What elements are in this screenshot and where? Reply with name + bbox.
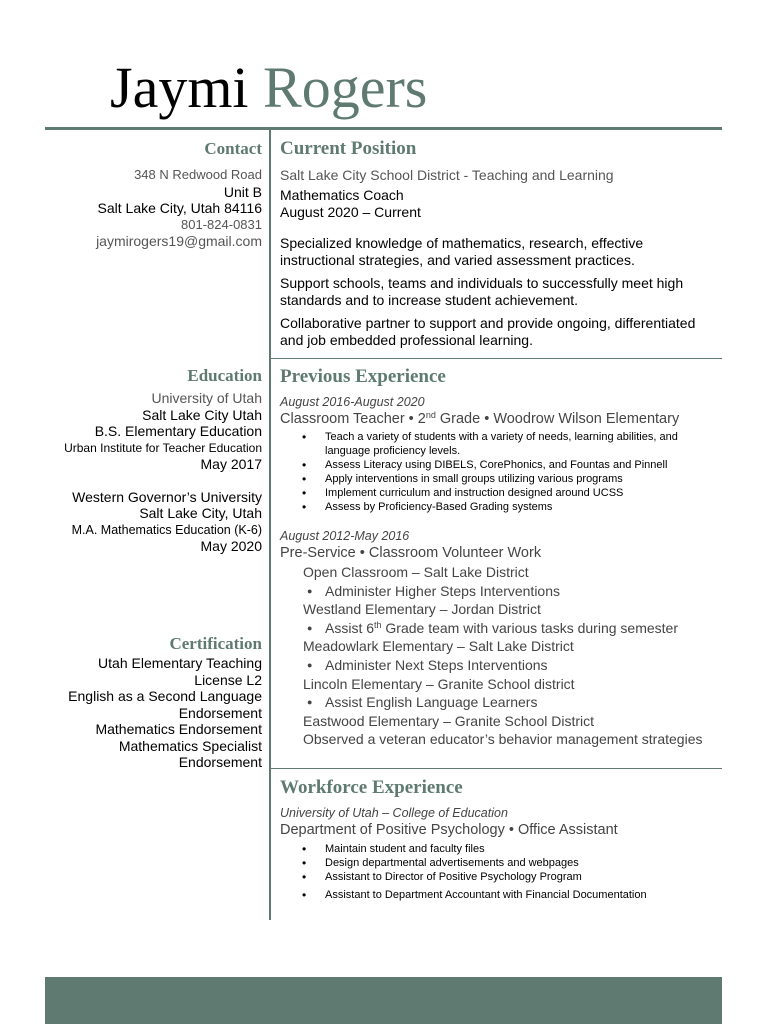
current-paragraph: Support schools, teams and individuals to successfully meet high standards and to increase student achievement. xyxy=(280,275,684,308)
placement-bullet: ● Administer Higher Steps Interventions xyxy=(280,582,720,601)
last-name: Rogers xyxy=(263,55,428,120)
column-divider xyxy=(269,130,271,920)
contact-email: jaymirogers19@gmail.com xyxy=(96,233,262,249)
list-item: • Assistant to Director of Positive Psychology Program xyxy=(280,870,720,884)
current-org: Salt Lake City School District - Teaching and Learning xyxy=(280,167,614,183)
edu-program-1: Urban Institute for Teacher Education xyxy=(64,440,262,455)
edu-school-1: University of Utah xyxy=(151,390,262,406)
current-position-section xyxy=(280,167,720,349)
workforce-experience-title: Workforce Experience xyxy=(280,777,463,798)
placement-bullet: ● Assist 6th Grade team with various tasks during semester xyxy=(280,619,720,638)
edu-school-2: Western Governor’s University xyxy=(72,488,262,505)
contact-address: 348 N Redwood Road xyxy=(134,167,262,182)
placement: Meadowlark Elementary – Salt Lake District xyxy=(303,638,574,655)
contact-city: Salt Lake City, Utah 84116 xyxy=(97,200,262,216)
section-rule xyxy=(271,768,722,769)
first-name: Jaymi xyxy=(110,55,249,120)
cert-line-3: English as a Second Language xyxy=(68,688,262,704)
contact-unit: Unit B xyxy=(223,183,262,200)
current-paragraph: Specialized knowledge of mathematics, research, effective instructional strategies, and varied assessment practices. xyxy=(280,235,644,268)
job1-title: Classroom Teacher • 2nd Grade • Woodrow Wilson Elementary xyxy=(280,410,680,427)
placement: Eastwood Elementary – Granite School District xyxy=(303,712,595,729)
certification-section xyxy=(45,633,262,771)
edu-date-1: May 2017 xyxy=(200,456,262,472)
placement: Lincoln Elementary – Granite School district xyxy=(303,675,575,692)
cert-line-2: License L2 xyxy=(194,671,262,688)
workforce-experience-section xyxy=(280,805,720,902)
placement-note: Observed a veteran educator’s behavior management strategies xyxy=(303,731,703,748)
edu-degree-1: B.S. Elementary Education xyxy=(94,423,262,439)
previous-experience-title: Previous Experience xyxy=(280,366,446,387)
edu-date-2: May 2020 xyxy=(200,538,262,554)
cert-line-5: Mathematics Endorsement xyxy=(95,721,262,737)
list-item: • Apply interventions in small groups utilizing various programs xyxy=(280,472,720,486)
current-dates: August 2020 – Current xyxy=(280,204,421,220)
contact-title: Contact xyxy=(204,139,262,158)
job2-title: Pre-Service • Classroom Volunteer Work xyxy=(280,545,542,561)
current-role: Mathematics Coach xyxy=(280,187,404,203)
list-item: • Maintain student and faculty files xyxy=(280,842,720,856)
job2-dates: August 2012-May 2016 xyxy=(280,529,410,543)
list-item: • Assess Literacy using DIBELS, CorePhonics, and Fountas and Pinnell xyxy=(280,458,720,472)
list-item: • Design departmental advertisements and webpages xyxy=(280,856,720,870)
header-rule xyxy=(45,127,722,130)
placement-bullet: ● Administer Next Steps Interventions xyxy=(280,656,720,675)
placement: Westland Elementary – Jordan District xyxy=(303,601,541,618)
job1-dates: August 2016-August 2020 xyxy=(280,395,425,409)
list-item: • Teach a variety of students with a variety of needs, learning abilities, and language proficiency levels. xyxy=(280,430,720,458)
list-item: • Assistant to Department Accountant with Financial Documentation xyxy=(280,888,720,902)
footer-bar xyxy=(45,977,722,1024)
cert-line-4: Endorsement xyxy=(178,704,262,721)
job1-bullets xyxy=(280,430,720,514)
workforce-role: Department of Positive Psychology • Office Assistant xyxy=(280,822,618,838)
current-paragraph: Collaborative partner to support and provide ongoing, differentiated and job embedded professional learning. xyxy=(280,315,696,348)
edu-location-2: Salt Lake City, Utah xyxy=(139,505,262,521)
cert-line-1: Utah Elementary Teaching xyxy=(98,655,262,671)
edu-degree-2: M.A. Mathematics Education (K-6) xyxy=(71,522,262,537)
list-item: • Implement curriculum and instruction designed around UCSS xyxy=(280,486,720,500)
education-section xyxy=(45,365,262,555)
education-title: Education xyxy=(187,366,262,385)
placement: Open Classroom – Salt Lake District xyxy=(303,564,529,580)
resume-name xyxy=(110,52,427,124)
current-position-title: Current Position xyxy=(280,138,417,159)
certification-title: Certification xyxy=(169,634,262,653)
cert-line-7: Endorsement xyxy=(178,754,262,770)
edu-location-1: Salt Lake City Utah xyxy=(142,406,262,423)
previous-experience-section xyxy=(280,394,720,749)
contact-phone: 801-824-0831 xyxy=(181,216,262,232)
placement-bullet: ● Assist English Language Learners xyxy=(280,693,720,712)
workforce-bullets xyxy=(280,842,720,902)
contact-section xyxy=(45,138,262,250)
list-item: • Assess by Proficiency-Based Grading systems xyxy=(280,500,720,514)
section-rule xyxy=(271,358,722,359)
workforce-org: University of Utah – College of Education xyxy=(280,806,508,820)
cert-line-6: Mathematics Specialist xyxy=(118,737,262,754)
